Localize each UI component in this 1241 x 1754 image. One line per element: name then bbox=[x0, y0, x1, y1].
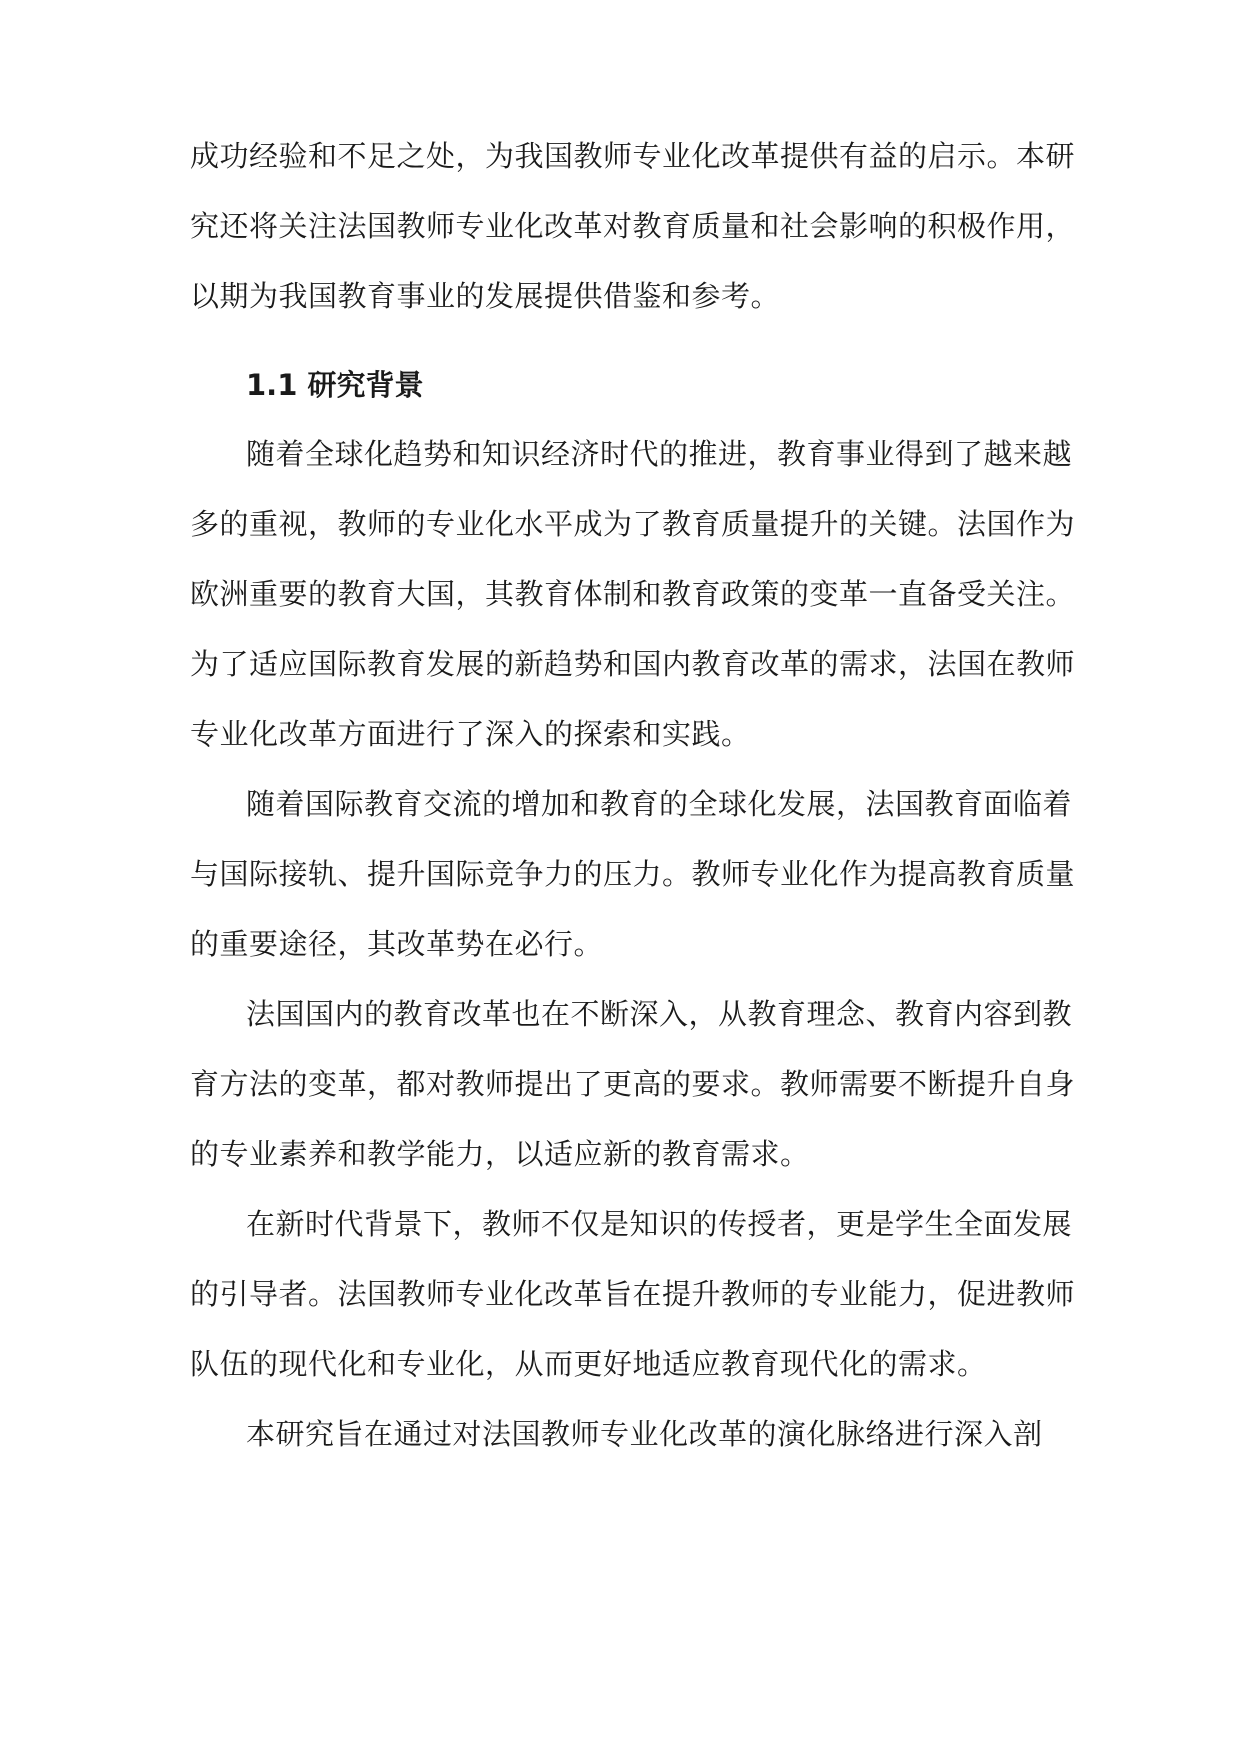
intro-line-3: 以期为我国教育事业的发展提供借鉴和参考。 bbox=[190, 279, 781, 313]
paragraph-4-line-2: 的引导者。法国教师专业化改革旨在提升教师的专业能力，促进教师 bbox=[190, 1277, 1076, 1311]
paragraph-5-line-1: 本研究旨在通过对法国教师专业化改革的演化脉络进行深入剖 bbox=[246, 1417, 1043, 1451]
paragraph-4-line-1: 在新时代背景下，教师不仅是知识的传授者，更是学生全面发展 bbox=[246, 1207, 1073, 1241]
paragraph-1-line-4: 为了适应国际教育发展的新趋势和国内教育改革的需求，法国在教师 bbox=[190, 647, 1076, 681]
paragraph-4-line-3: 队伍的现代化和专业化，从而更好地适应教育现代化的需求。 bbox=[190, 1347, 987, 1381]
paragraph-2-line-1: 随着国际教育交流的增加和教育的全球化发展，法国教育面临着 bbox=[246, 787, 1073, 821]
paragraph-3-line-1: 法国国内的教育改革也在不断深入，从教育理念、教育内容到教 bbox=[246, 997, 1073, 1031]
section-heading: 1.1 研究背景 bbox=[246, 368, 424, 402]
intro-line-1: 成功经验和不足之处，为我国教师专业化改革提供有益的启示。本研 bbox=[190, 139, 1076, 173]
paragraph-3-line-2: 育方法的变革，都对教师提出了更高的要求。教师需要不断提升自身 bbox=[190, 1067, 1076, 1101]
paragraph-3-line-3: 的专业素养和教学能力，以适应新的教育需求。 bbox=[190, 1137, 810, 1171]
paragraph-1-line-5: 专业化改革方面进行了深入的探索和实践。 bbox=[190, 717, 751, 751]
paragraph-2-line-2: 与国际接轨、提升国际竞争力的压力。教师专业化作为提高教育质量 bbox=[190, 857, 1076, 891]
paragraph-1-line-2: 多的重视，教师的专业化水平成为了教育质量提升的关键。法国作为 bbox=[190, 507, 1076, 541]
paragraph-2-line-3: 的重要途径，其改革势在必行。 bbox=[190, 927, 604, 961]
intro-line-2: 究还将关注法国教师专业化改革对教育质量和社会影响的积极作用， bbox=[190, 209, 1076, 243]
paragraph-1-line-1: 随着全球化趋势和知识经济时代的推进，教育事业得到了越来越 bbox=[246, 437, 1073, 471]
paragraph-1-line-3: 欧洲重要的教育大国，其教育体制和教育政策的变革一直备受关注。 bbox=[190, 577, 1076, 611]
